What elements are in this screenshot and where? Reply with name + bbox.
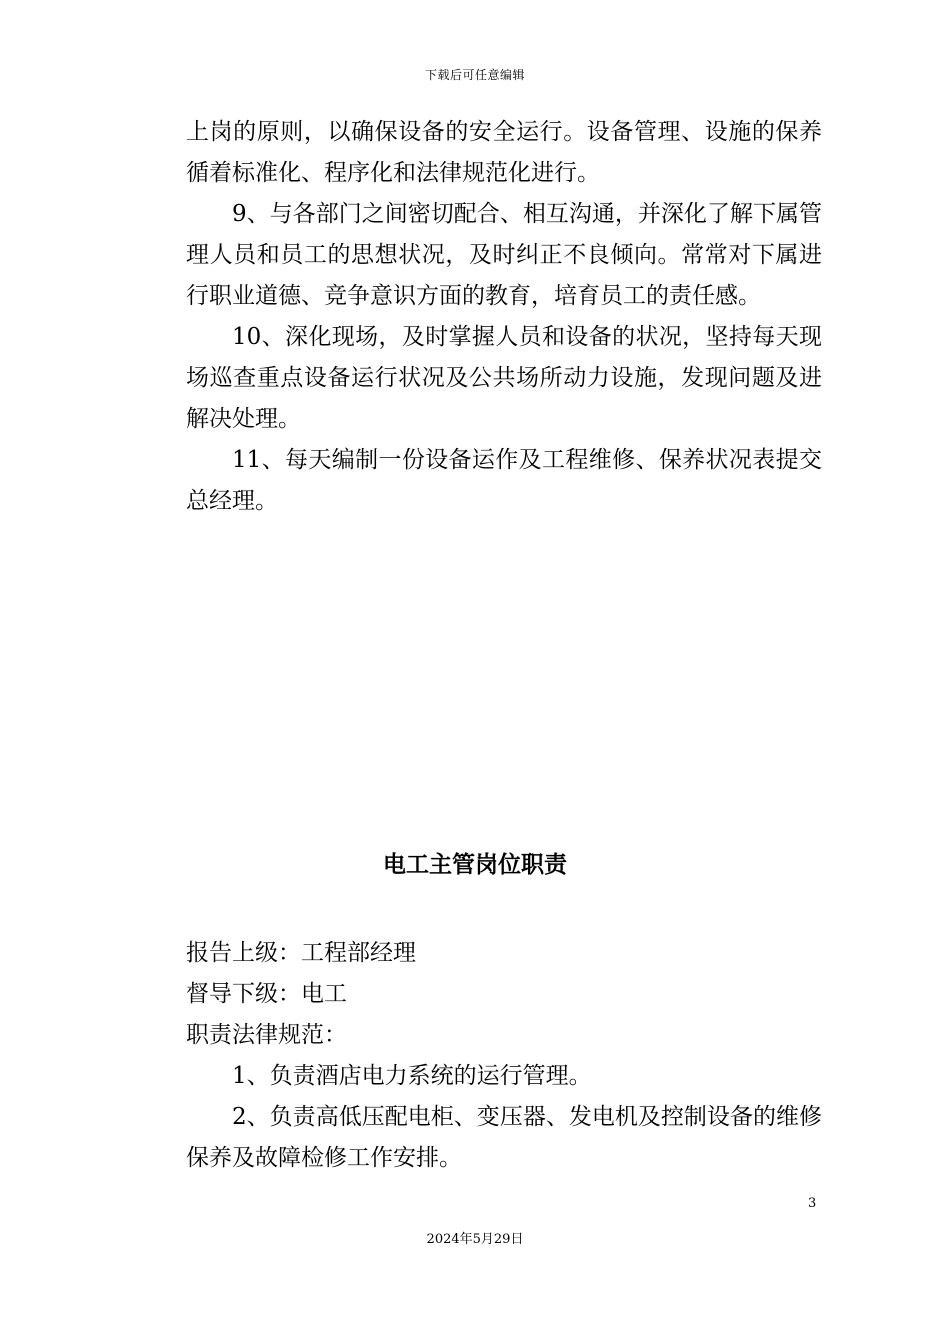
duties-label: 职责法律规范： <box>186 1022 347 1048</box>
footer-date: 2024年5月29日 <box>426 1232 524 1247</box>
item-number: 2 <box>232 1104 247 1130</box>
duty-item-1 <box>186 1056 822 1097</box>
page-number: 3 <box>808 1196 817 1211</box>
page-header-note: 下载后可任意编辑 <box>424 68 525 82</box>
responsibilities-continued <box>186 112 822 522</box>
supervise-line: 督导下级：电工 <box>186 981 347 1007</box>
item-number: 11 <box>232 447 262 473</box>
paragraph-item-11 <box>186 440 822 522</box>
item-number: 1 <box>232 1063 247 1089</box>
paragraph-continuation: 上岗的原则，以确保设备的安全运行。设备管理、设施的保养循着标准化、程序化和法律规范化进行。 <box>186 119 822 186</box>
item-text: 、与各部门之间密切配合、相互沟通，并深化了解下属管理人员和员工的思想状况，及时纠正不良倾向。常常对下属进行职业道德、竞争意识方面的教育，培育员工的责任感。 <box>186 201 822 309</box>
item-text: 、负责酒店电力系统的运行管理。 <box>246 1063 592 1089</box>
item-text: 、深化现场，及时掌握人员和设备的状况，坚持每天现场巡查重点设备运行状况及公共场所动力设施，发现问题及进解决处理。 <box>186 324 822 432</box>
section-title: 电工主管岗位职责 <box>383 852 567 878</box>
item-text: 、负责高低压配电柜、变压器、发电机及控制设备的维修保养及故障检修工作安排。 <box>186 1104 822 1171</box>
report-to-line: 报告上级：工程部经理 <box>186 940 416 966</box>
paragraph-item-9 <box>186 194 822 317</box>
item-number: 10 <box>232 324 262 350</box>
electrician-supervisor-duties <box>186 933 822 1179</box>
item-text: 、每天编制一份设备运作及工程维修、保养状况表提交总经理。 <box>186 447 822 514</box>
duty-item-2 <box>186 1097 822 1179</box>
paragraph-item-10 <box>186 317 822 440</box>
item-number: 9 <box>232 201 247 227</box>
